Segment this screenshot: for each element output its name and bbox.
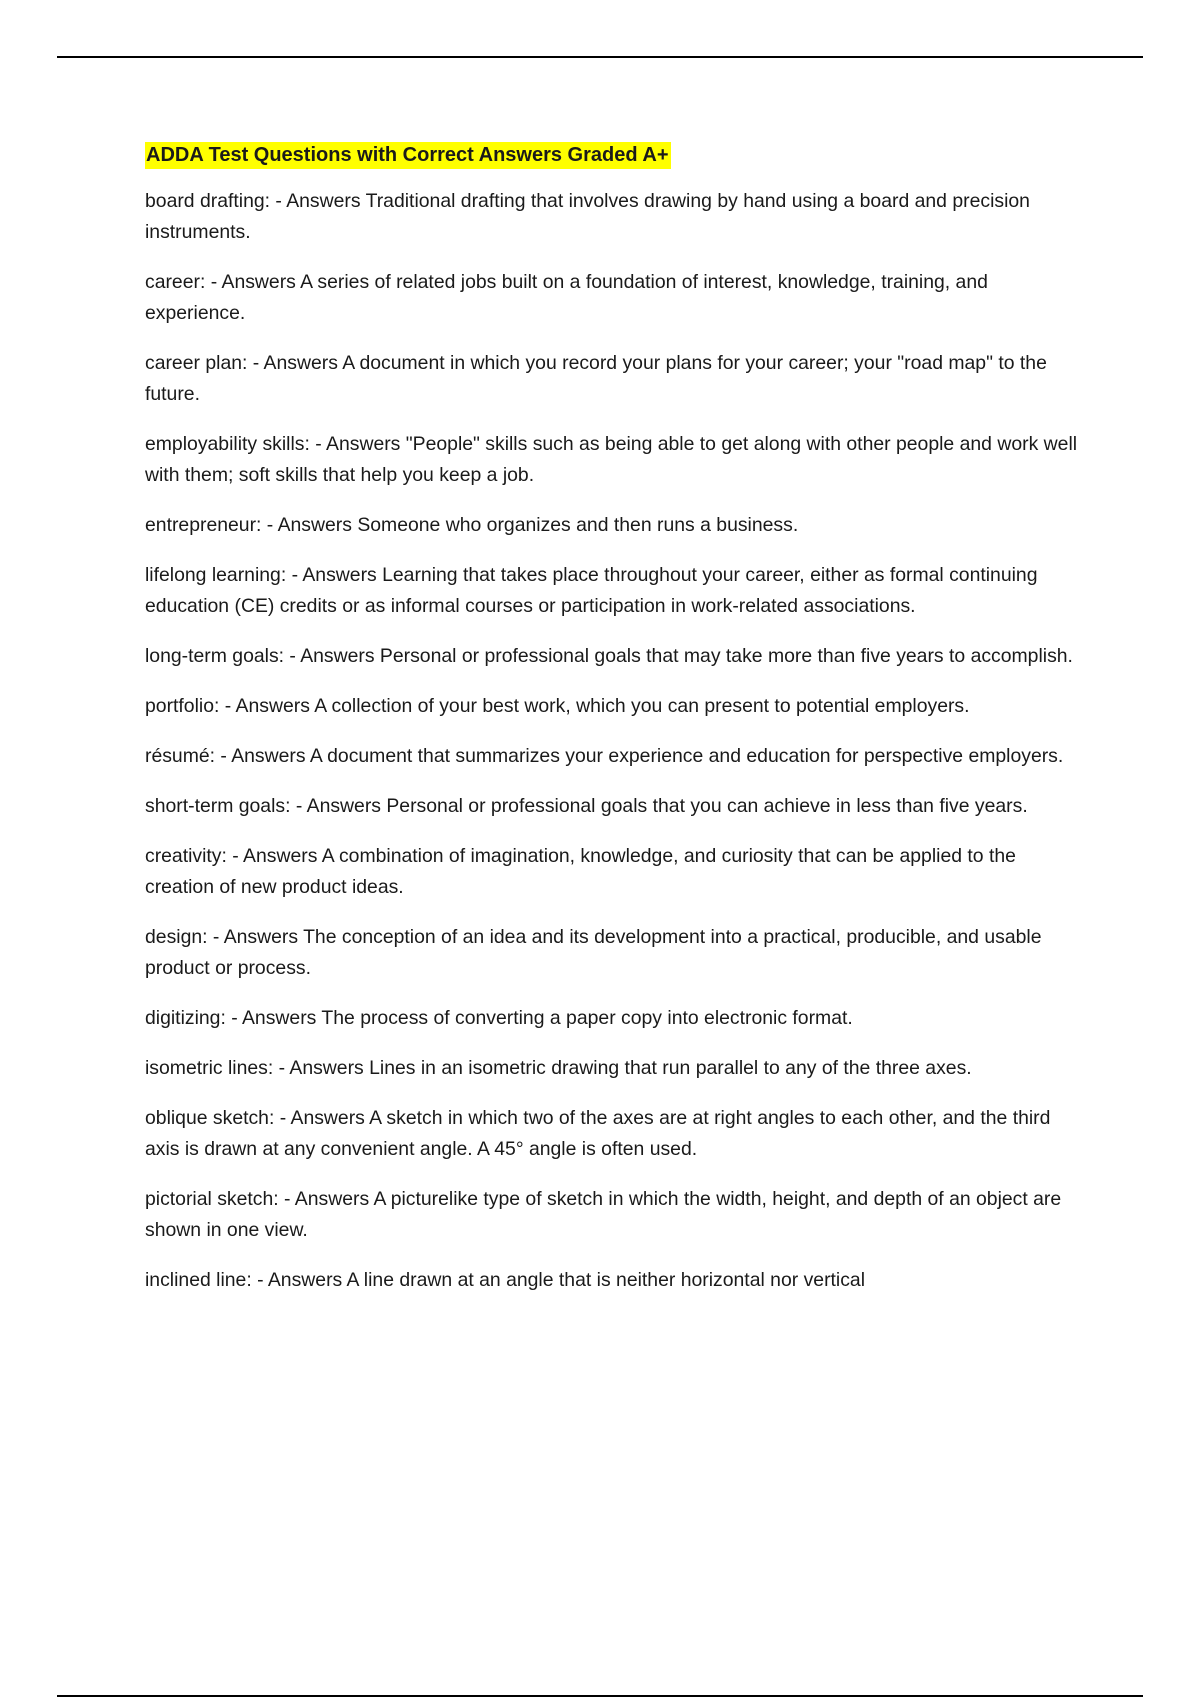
entry-isometric-lines: isometric lines: - Answers Lines in an isometric drawing that run parallel to any of the three axes. (145, 1057, 972, 1079)
entry-digitizing: digitizing: - Answers The process of converting a paper copy into electronic format. (145, 1007, 853, 1029)
entry-portfolio: portfolio: - Answers A collection of your best work, which you can present to potential employers. (145, 695, 970, 717)
entry-inclined-line: inclined line: - Answers A line drawn at an angle that is neither horizontal nor vertical (145, 1269, 866, 1291)
entry-pictorial-sketch: pictorial sketch: - Answers A picturelike type of sketch in which the width, height, and depth of an object are shown in one view. (145, 1188, 1062, 1241)
footer-rule (57, 1695, 1143, 1697)
document-title: ADDA Test Questions with Correct Answers Graded A+ (145, 142, 671, 169)
entry-creativity: creativity: - Answers A combination of imagination, knowledge, and curiosity that can be applied to the creation of new product ideas. (145, 845, 1016, 898)
entry-lifelong-learning: lifelong learning: - Answers Learning that takes place throughout your career, either as formal continuing education (CE) credits or as informal courses or participation in work-related associations. (145, 564, 1038, 617)
header-rule (57, 56, 1143, 58)
entry-resume: résumé: - Answers A document that summarizes your experience and education for perspective employers. (145, 745, 1064, 767)
entry-entrepreneur: entrepreneur: - Answers Someone who organizes and then runs a business. (145, 514, 799, 536)
entry-oblique-sketch: oblique sketch: - Answers A sketch in which two of the axes are at right angles to each other, and the third axis is drawn at any convenient angle. A 45° angle is often used. (145, 1107, 1051, 1160)
entry-short-term-goals: short-term goals: - Answers Personal or professional goals that you can achieve in less than five years. (145, 795, 1028, 817)
entry-design: design: - Answers The conception of an idea and its development into a practical, producible, and usable product or process. (145, 926, 1042, 979)
entry-career: career: - Answers A series of related jobs built on a foundation of interest, knowledge, training, and experience. (145, 271, 988, 324)
entry-board-drafting: board drafting: - Answers Traditional drafting that involves drawing by hand using a board and precision instruments. (145, 190, 1030, 243)
document-body (145, 142, 1090, 1315)
entry-career-plan: career plan: - Answers A document in which you record your plans for your career; your "road map" to the future. (145, 352, 1047, 405)
entry-employability-skills: employability skills: - Answers "People" skills such as being able to get along with other people and work well with them; soft skills that help you keep a job. (145, 433, 1078, 486)
entry-long-term-goals: long-term goals: - Answers Personal or professional goals that may take more than five years to accomplish. (145, 645, 1073, 667)
